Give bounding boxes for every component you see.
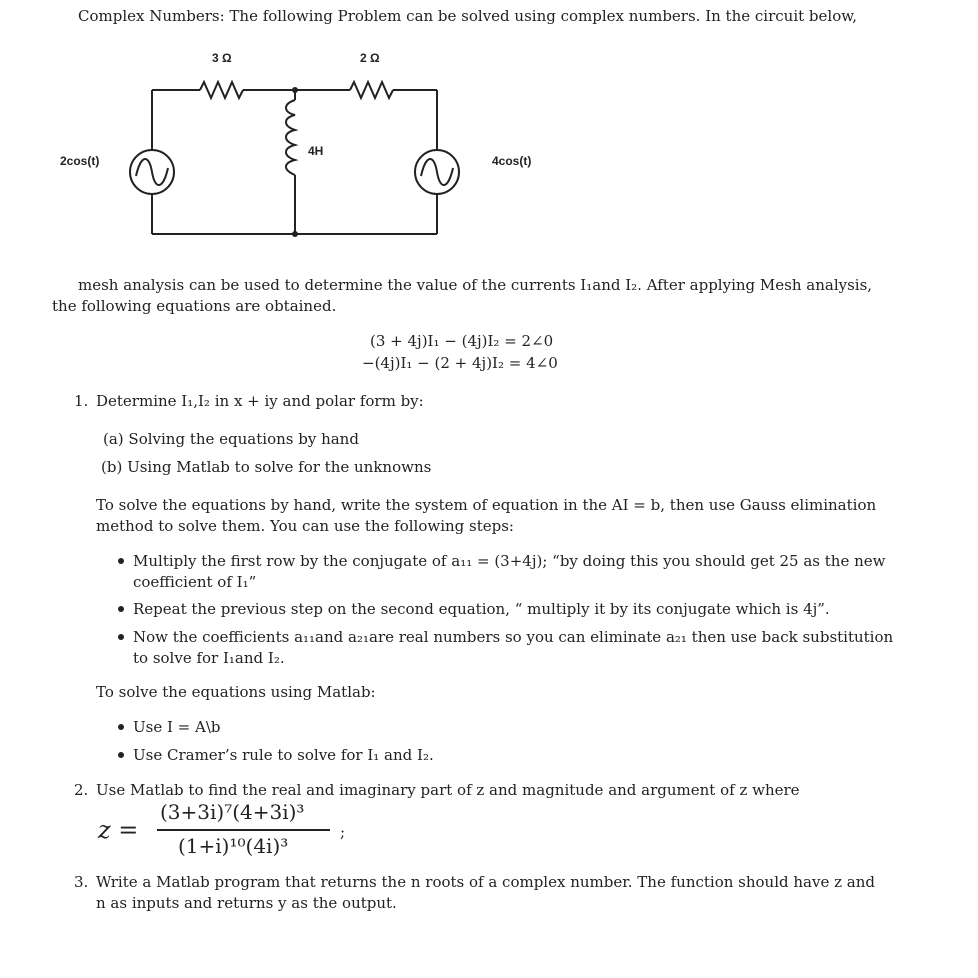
bullet-dot: [118, 752, 124, 758]
hand-bullet3-line2: to solve for I₁and I₂.: [133, 649, 285, 667]
source-left-wave: [136, 159, 168, 185]
node-bottom-middle: [292, 231, 298, 237]
bullet-dot: [118, 558, 124, 564]
q3-line2: n as inputs and returns y as the output.: [96, 894, 397, 912]
r1-label: 3 Ω: [212, 51, 232, 65]
source-right-wave: [421, 159, 453, 185]
q2-numerator: (3+3i)⁷(4+3i)³: [160, 800, 305, 824]
source-right-label: 4cos(t): [492, 154, 532, 168]
equation-2: −(4j)I₁ − (2 + 4j)I₂ = 4∠0: [362, 354, 558, 372]
hand-bullet1-line1: Multiply the first row by the conjugate of a₁₁ = (3+4j); “by doing this you should get 25 as the new: [133, 552, 886, 570]
mesh-text-line2: the following equations are obtained.: [52, 297, 337, 315]
intro-text: Complex Numbers: The following Problem can be solved using complex numbers. In the circuit below,: [78, 7, 858, 25]
hand-bullet1-line2: coefficient of I₁”: [133, 573, 257, 591]
q1-text: Determine I₁,I₂ in x + iy and polar form by:: [96, 392, 424, 410]
inductor-4h: [286, 100, 295, 175]
node-top-middle: [292, 87, 298, 93]
inductor-label: 4H: [308, 144, 324, 158]
q2-semicolon: ;: [340, 823, 346, 841]
matlab-bullet1: Use I = A\b: [133, 718, 221, 736]
source-left-label: 2cos(t): [60, 154, 100, 168]
q2-number: 2.: [74, 781, 89, 799]
matlab-bullet2: Use Cramer’s rule to solve for I₁ and I₂.: [133, 746, 434, 764]
q1-sub-b: (b) Using Matlab to solve for the unknowns: [101, 458, 432, 476]
q2-text: Use Matlab to find the real and imaginary part of z and magnitude and argument of z where: [96, 781, 800, 799]
hand-line1: To solve the equations by hand, write the system of equation in the AI = b, then use Gauss elimination: [96, 496, 877, 514]
q2-denominator: (1+i)¹⁰(4i)³: [178, 834, 289, 858]
bullet-dot: [118, 724, 124, 730]
q1-sub-a: (a) Solving the equations by hand: [103, 430, 359, 448]
equation-1: (3 + 4j)I₁ − (4j)I₂ = 2∠0: [370, 332, 554, 350]
hand-line2: method to solve them. You can use the following steps:: [96, 517, 514, 535]
bullet-dot: [118, 634, 124, 640]
circuit-diagram: [0, 0, 978, 260]
circuit-svg: [0, 0, 978, 260]
q3-line1: Write a Matlab program that returns the n roots of a complex number. The function should have z and: [96, 873, 875, 891]
resistor-3-ohm: [200, 82, 243, 98]
q2-z-lhs: z =: [98, 816, 139, 844]
q3-number: 3.: [74, 873, 89, 891]
hand-bullet2: Repeat the previous step on the second equation, “ multiply it by its conjugate which is 4j”.: [133, 600, 830, 618]
bullet-dot: [118, 606, 124, 612]
matlab-heading: To solve the equations using Matlab:: [96, 683, 376, 701]
hand-bullet3-line1: Now the coefficients a₁₁and a₂₁are real numbers so you can eliminate a₂₁ then use back substitution: [133, 628, 894, 646]
mesh-text-line1: mesh analysis can be used to determine the value of the currents I₁and I₂. After applying Mesh analysis,: [78, 276, 873, 294]
r2-label: 2 Ω: [360, 51, 380, 65]
fraction-bar: [157, 829, 330, 831]
resistor-2-ohm: [350, 82, 393, 98]
q1-number: 1.: [74, 392, 89, 410]
